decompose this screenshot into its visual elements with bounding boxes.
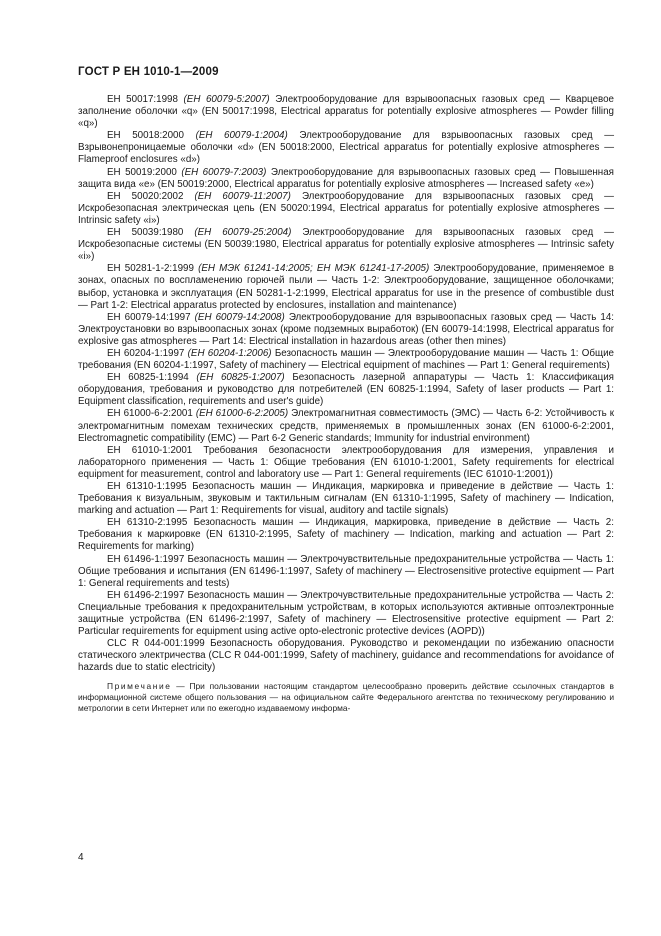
reference-text: Безопасность оборудования. Руководство и рекомендации по избежанию опасности статического электричества (CLC R 044-001:1999, Safety of machinery, guidance and recommendations for avoidance of hazards due to static electricity) (78, 638, 614, 674)
reference-item (78, 130, 614, 166)
reference-item (78, 94, 614, 130)
standard-title: ГОСТ Р ЕН 1010-1—2009 (78, 66, 219, 78)
reference-replacement: (ЕН 61000-6-2:2005) (195, 408, 289, 420)
reference-replacement: (ЕН 60079-7:2003) (181, 166, 267, 178)
reference-item (78, 445, 614, 481)
reference-replacement: (ЕН МЭК 61241-14:2005; ЕН МЭК 61241-17-2005) (198, 263, 430, 275)
reference-text: Безопасность лазерной аппаратуры — Часть 1: Классификация оборудования, требования и руководство для потребителей (EN 60825-1:1994, Safety of laser products — Part 1: Equipment classification, requirements and user's guide) (78, 372, 614, 408)
reference-item (78, 191, 614, 227)
reference-code: ЕН 50281-1-2:1999 (107, 263, 194, 275)
reference-text: Электромагнитная совместимость (ЭМС) — Часть 6-2: Устойчивость к электромагнитным помехам технических средств, применяемых в промышленных зонах (EN 61000-6-2:2001, Electromagnetic compatibility (EMC) — Part 6-2 Generic standards; Immunity for industrial environment) (78, 408, 614, 444)
reference-code: ЕН 61010-1:2001 (107, 444, 193, 456)
note-text: — При пользовании настоящим стандартом целесообразно проверить действие ссылочных стандартов в информационной системе общего пользования — на официальном сайте Федерального агентства по техническому регулированию и метрологии в сети Интернет или по ежегодно издаваемому информа- (78, 680, 615, 714)
reference-code: ЕН 50039:1980 (107, 227, 184, 239)
reference-text: Безопасность машин — Индикация, маркировка и приведение в действие — Часть 1: Требования к визуальным, звуковым и тактильным сигналам (EN 61310-1:1995, Safety of machinery — Indication, marking and actuation — Part 1: Requirements for visual, auditory and tactile signals) (78, 481, 614, 517)
reference-item (78, 227, 614, 263)
reference-text: Электрооборудование для взрывоопасных газовых сред — Взрывонепроницаемые оболочки «d» (EN 50018:2000, Electrical apparatus for potentially explosive atmospheres — Flameproof enclosures «d») (78, 130, 614, 166)
reference-code: ЕН 50017:1998 (107, 94, 178, 105)
reference-text: Электрооборудование, применяемое в зонах, опасных по воспламенению горючей пыли — Часть 1-2: Электрооборудование, защищенное оболочками; выбор, установка и эксплуатация (EN 50281-1-2:1999, Electrical apparatus for use in the presence of combustible dust — Part 1-2: Electrical apparatus protected by enclosures, installation and maintenance) (78, 263, 614, 311)
reference-replacement: (ЕН 60079-11:2007) (194, 190, 291, 202)
reference-item (78, 312, 614, 348)
reference-code: ЕН 60204-1:1997 (107, 347, 185, 359)
reference-replacement: (ЕН 60204-1:2006) (187, 347, 272, 359)
reference-code: ЕН 50018:2000 (107, 130, 184, 142)
reference-code: ЕН 61496-2:1997 (107, 589, 185, 601)
note (78, 681, 614, 715)
reference-text: Безопасность машин — Электрооборудование машин — Часть 1: Общие требования (EN 60204-1:1997, Safety of machinery — Electrical equipment of machines — Part 1: General requirements) (78, 347, 614, 372)
reference-item (78, 638, 614, 674)
reference-replacement: (ЕН 60079-5:2007) (183, 94, 270, 105)
note-label: Примечание (107, 680, 172, 691)
normative-references (78, 94, 614, 714)
reference-item (78, 348, 614, 372)
reference-text: Требования безопасности электрооборудования для измерения, управления и лабораторного применения — Часть 1: Общие требования (EN 61010-1:2001, Safety requirements for electrical equipment for measurement, control and laboratory use — Part 1: General requirements (IEC 61010-1:2001)) (78, 444, 614, 480)
reference-text: Электрооборудование для взрывоопасных газовых сред — Часть 14: Электроустановки во взрывоопасных зонах (кроме подземных выработок) (EN 60079-14:1998, Electrical apparatus for explosive gas atmospheres — Part 14: Electrical installation in hazardous areas (other then mines) (78, 311, 614, 347)
reference-text: Электрооборудование для взрывоопасных газовых сред — Искробезопасная электрическая цепь (EN 50020:1994, Electrical apparatus for potentially explosive atmospheres — Intrinsic safety «i») (78, 190, 614, 226)
reference-code: ЕН 50020:2002 (107, 190, 184, 202)
reference-code: ЕН 60079-14:1997 (107, 311, 191, 323)
reference-code: ЕН 60825-1:1994 (107, 372, 189, 384)
reference-item (78, 408, 614, 444)
reference-text: Безопасность машин — Электрочувствительные предохранительные устройства — Часть 2: Специальные требования к предохранительным устройствам, в которых используются активные оптоэлектронные защитные устройства (EN 61496-2:1997, Safety of machinery — Electrosensitive protective equipment — Part 2: Particular requirements for equipment using active opto-electronic protective devices (AOPD)) (78, 589, 614, 638)
reference-item (78, 263, 614, 311)
reference-item (78, 481, 614, 517)
reference-code: ЕН 50019:2000 (107, 166, 177, 178)
reference-item (78, 554, 614, 590)
reference-item (78, 590, 614, 638)
reference-replacement: (ЕН 60825-1:2007) (196, 372, 285, 384)
reference-code: ЕН 61310-2:1995 (107, 517, 188, 529)
reference-code: ЕН 61310-1:1995 (107, 481, 187, 492)
reference-item (78, 517, 614, 553)
reference-replacement: (ЕН 60079-14:2008) (194, 311, 285, 323)
reference-code: CLC R 044-001:1999 (107, 638, 205, 650)
reference-code: ЕН 61000-6-2:2001 (107, 408, 193, 420)
reference-list (78, 94, 614, 675)
reference-text: Электрооборудование для взрывоопасных газовых сред — Искробезопасные системы (EN 50039:1980, Electrical apparatus for potentially explosive atmospheres — Intrinsic safety «i») (78, 227, 614, 263)
reference-replacement: (ЕН 60079-25:2004) (194, 227, 292, 239)
reference-replacement: (ЕН 60079-1:2004) (195, 130, 288, 142)
reference-text: Безопасность машин — Индикация, маркировка, приведение в действие — Часть 2: Требования к маркировке (EN 61310-2:1995, Safety of machinery — Indication, marking and actuation — Part 2: Requirements for marking) (78, 517, 614, 553)
reference-text: Электрооборудование для взрывоопасных газовых сред — Повышенная защита вида «е» (EN 50019:2000, Electrical apparatus for potentially explosive atmospheres — Increased safety «е») (78, 166, 614, 190)
reference-item (78, 167, 614, 191)
reference-item (78, 372, 614, 408)
reference-text: Безопасность машин — Электрочувствительные предохранительные устройства — Часть 1: Общие требования и испытания (EN 61496-1:1997, Safety of machinery — Electrosensitive protective equipment — Part 1: General requirements and tests) (78, 553, 614, 589)
reference-code: ЕН 61496-1:1997 (107, 553, 185, 565)
page-number: 4 (78, 852, 84, 863)
reference-text: Электрооборудование для взрывоопасных газовых сред — Кварцевое заполнение оболочки «q» (EN 50017:1998, Electrical apparatus for potentially explosive atmospheres — Powder filling «q») (78, 94, 614, 130)
